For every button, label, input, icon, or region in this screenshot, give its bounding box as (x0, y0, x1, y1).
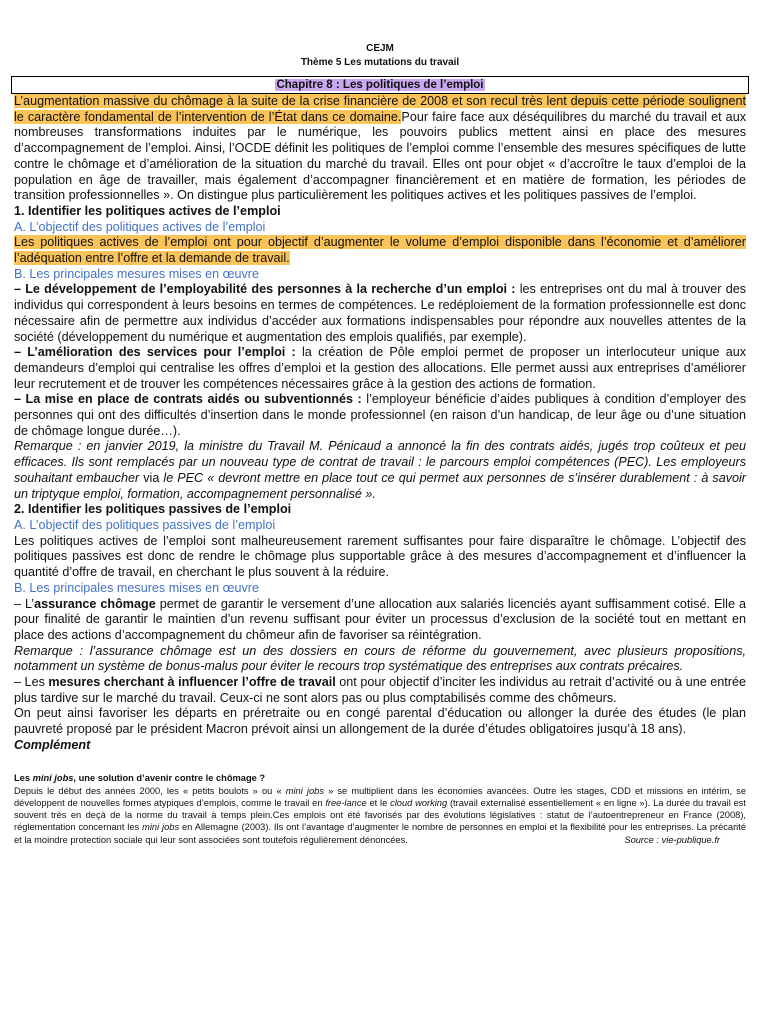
inset-title-pre: Les (14, 772, 33, 783)
measure-services (14, 345, 746, 392)
measure-labour-supply (14, 675, 746, 706)
section-1-title: 1. Identifier les politiques actives de l’emploi (14, 203, 281, 218)
theme-header: Thème 5 Les mutations du travail (300, 57, 460, 68)
measure-services-text: la création de Pôle emploi permet de proposer un interlocuteur unique aux demandeurs d’emploi qui centralise les offres d’emploi et la gestion des allocations. Elle permet aussi aux entreprises d’améliorer leur recrutement et de trouver les compétences nécessaires grâce à la gestion des actions de formation. (14, 345, 747, 391)
inset-text-3: et le (366, 797, 391, 808)
remark-pec-a: Remarque : en janvier 2019, la ministre du Travail M. Pénicaud a annoncé la fin des contrats aidés, jugés trop coûteux et peu efficaces. Ils sont remplacés par un nouveau type de contrat de travail : le parcours emploi compétences (PEC). Les employeurs souhaitant embaucher (14, 439, 746, 485)
inset-title-italic: mini jobs (32, 772, 74, 783)
measure-employability (14, 282, 746, 345)
intro-text: Pour faire face aux déséquilibres du marché du travail et aux nombreuses transformations induites par le numérique, les pouvoirs publics mettent ainsi en place des mesures d’accompagnement de l’emploi. Ainsi, l’OCDE définit les politiques de l’emploi comme l’ensemble des mesures spécifiques de lutte contre le chômage et d’amélioration de la situation du marché du travail. Elles ont pour objet « d’accroître le taux d’emploi de la population en âge de travailler, mais également d’accompagner financièrement et en matière de formation, les périodes de transition professionnelles ». On distingue plus particulièrement les politiques actives et les politiques passives de l’emploi. (14, 109, 746, 203)
inset-source: Source : vie-publique.fr (624, 834, 720, 845)
inset-title (14, 772, 746, 784)
inset-text-3-italic: cloud working (390, 797, 448, 808)
complement-label: Complément (14, 737, 91, 752)
measure-contracts-label: – La mise en place de contrats aidés ou subventionnés : (14, 392, 362, 407)
inset-text-1: Depuis le début des années 2000, les « petits boulots » ou « (14, 785, 286, 796)
intro-paragraph (14, 94, 746, 204)
chapter-title-box (11, 76, 749, 94)
inset-text-1-italic: mini jobs (285, 785, 324, 796)
chapter-title: Chapitre 8 : Les politiques de l’emploi (276, 79, 484, 91)
inset-text-4: (travail externalisé essentiellement « en ligne »). La durée du travail est souvent très en deçà de la norme du travail à temps plein.Ces emplois ont été favorisés par des évolutions législatives : statut de l’autoentrepreneur en France (2008), réglementation concernant les (14, 797, 746, 833)
remark-pec-b: le PEC « devront mettre en place tout ce qui permet aux personnes de s’insérer durablement : à savoir un triptyque emploi, formation, accompagnement personnalisé ». (14, 470, 747, 501)
remark-pec (14, 439, 746, 502)
measure-employability-label: – Le développement de l’employabilité des personnes à la recherche d’un emploi : (14, 282, 516, 297)
section-1a-highlight: Les politiques actives de l’emploi ont pour objectif d’augmenter le volume d’emploi disponible dans l’économie et d’améliorer l’adéquation entre l’offre et la demande de travail. (14, 235, 746, 266)
measure-labour-supply-text: ont pour objectif d’inciter les individus au retrait d’activité ou à une entrée plus tardive sur le marché du travail. Ceux-ci ne sont alors pas ou plus comptabilisés comme des chômeurs. (14, 675, 747, 705)
section-1a-title: A. L’objectif des politiques actives de l’emploi (14, 219, 266, 234)
section-2a-title: A. L’objectif des politiques passives de l’emploi (14, 517, 276, 532)
inset-text (14, 785, 746, 846)
intro-highlight: L’augmentation massive du chômage à la suite de la crise financière de 2008 et son recul très lent depuis cette période soulignent le caractère fondamental de l’intervention de l’État dans ce domaine. (14, 94, 746, 124)
measure-services-label: – L’amélioration des services pour l’emploi : (14, 345, 296, 360)
document-page (14, 42, 746, 846)
measure-employability-text: les entreprises ont du mal à trouver des individus qui correspondent à leurs besoins en termes de compétences. Le redéploiement de la formation professionnelle est donc nécessaire afin de permettre aux individus d’accéder aux formations indispensables pour répondre aux nouvelles attentes de la société (développement du numérique et augmentation des emplois qualifiés, par exemple). (14, 282, 747, 344)
measure-labour-supply-label: mesures cherchant à influencer l’offre de travail (48, 675, 336, 690)
mini-jobs-inset (14, 772, 746, 846)
remark-insurance: Remarque : l’assurance chômage est un des dossiers en cours de réforme du gouvernement, avec plusieurs propositions, notamment un système de bonus-malus pour éviter le recours trop systématique des entreprises aux contrats précaires. (14, 643, 746, 674)
measure-insurance-text: permet de garantir le versement d’une allocation aux salariés licenciés ayant suffisamment cotisé. Elle a pour finalité de garantir le maintien d’un revenu suffisant pour éviter un processus d’exclusion de la société tout en mettant en place des actions d’accompagnement du chômeur afin de favoriser sa réintégration. (14, 596, 746, 642)
section-2b-title: B. Les principales mesures mises en œuvre (14, 580, 259, 595)
subject-header: CEJM (366, 43, 394, 54)
measure-insurance-label: assurance chômage (34, 596, 156, 611)
inset-text-4-italic: mini jobs (142, 822, 180, 833)
measure-insurance-pre: – L’ (14, 596, 35, 611)
measure-insurance (14, 597, 746, 644)
measure-labour-supply-pre: – Les (14, 675, 49, 690)
inset-text-2-italic: free-lance (325, 797, 367, 808)
remark-pec-via: via (139, 470, 164, 485)
measure-contracts (14, 392, 746, 439)
inset-title-post: , une solution d’avenir contre le chômage ? (73, 772, 266, 783)
closing-paragraph: On peut ainsi favoriser les départs en préretraite ou en congé parental d’éducation ou allonger la durée des études (le plan pauvreté proposé par le président Macron prévoit ainsi un allongement de la durée d’études obligatoires jusqu’à 18 ans). (14, 706, 746, 737)
section-2-title: 2. Identifier les politiques passives de l’emploi (14, 502, 292, 517)
measure-contracts-text: l’employeur bénéficie d’aides publiques à condition d’employer des personnes qui ont des difficultés d’insertion dans le monde professionnel (en raison d’un handicap, de leur âge ou d’une situation de chômage longue durée…). (14, 392, 746, 438)
inset-text-5: en Allemagne (2003). Ils ont l’avantage d’augmenter le nombre de personnes en emploi et la flexibilité pour les entreprises. La précarité et la moindre protection sociale qui leur sont associées sont toutefois régulièrement dénoncées. (14, 822, 746, 845)
section-2a-text: Les politiques actives de l’emploi sont malheureusement rarement suffisantes pour faire disparaître le chômage. L’objectif des politiques passives est donc de rendre le chômage plus supportable grâce à des mesures d’accompagnement et d’influencer la quantité d’offre de travail, en cherchant le plus souvent à la réduire. (14, 533, 746, 580)
section-1a-text (14, 235, 746, 266)
inset-text-2: » se multiplient dans les économies avancées. Outre les stages, CDD et missions en intérim, se développent de nouvelles formes atypiques d’emplois, comme le travail en (14, 785, 746, 808)
section-1b-title: B. Les principales mesures mises en œuvre (14, 266, 259, 281)
